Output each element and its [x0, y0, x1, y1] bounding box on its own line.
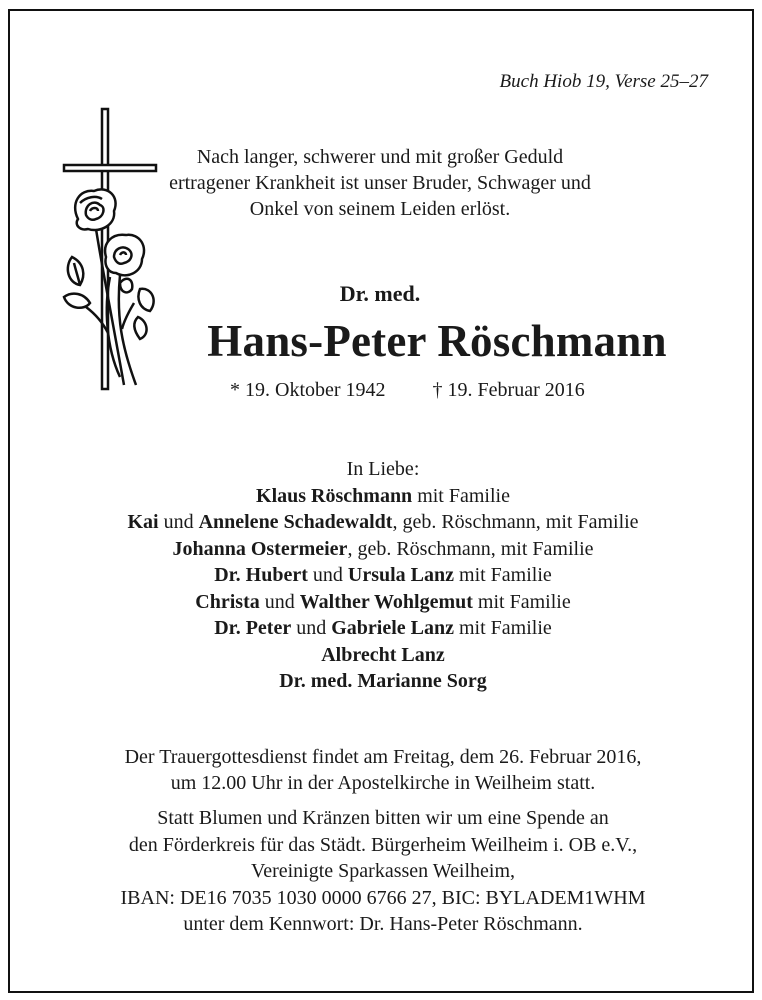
intro-text: [160, 144, 600, 222]
family-member-text: und: [158, 511, 199, 533]
family-member-text: , geb. Röschmann, mit Familie: [392, 511, 639, 533]
family-member-text: mit Familie: [472, 590, 571, 613]
donation-line: Statt Blumen und Kränzen bitten wir um eine Spende an: [157, 807, 609, 829]
family-member-name: Walther Wohlgemut: [299, 590, 473, 613]
family-member-text: mit Familie: [453, 617, 552, 639]
family-member-name: Dr. Peter: [214, 617, 292, 639]
family-member-text: und: [291, 617, 332, 639]
bank-details: IBAN: DE16 7035 1030 0000 6766 27, BIC: BYLADEM1WHM: [120, 886, 646, 909]
service-line: um 12.00 Uhr in der Apostelkirche in Weilheim statt.: [170, 772, 596, 794]
family-member-name: Dr. Hubert: [214, 564, 308, 586]
service-info: [10, 744, 756, 796]
intro-line: Nach langer, schwerer und mit großer Geduld: [196, 146, 564, 168]
family-member-line: [10, 589, 756, 616]
deceased-name: Hans-Peter Röschmann: [207, 316, 667, 366]
family-member-name: Dr. med. Marianne Sorg: [279, 670, 487, 692]
family-member-line: [10, 483, 756, 510]
family-member-text: , geb. Röschmann, mit Familie: [347, 537, 594, 560]
donation-info: [10, 805, 756, 938]
family-member-name: Klaus Röschmann: [256, 484, 413, 507]
family-member-line: [10, 509, 756, 536]
obituary-notice: [8, 9, 754, 993]
donation-line: Vereinigte Sparkassen Weilheim,: [250, 860, 516, 882]
family-member-text: mit Familie: [454, 564, 552, 586]
family-member-line: [10, 668, 756, 695]
family-member-line: [10, 562, 756, 589]
family-member-name: Johanna Ostermeier: [172, 537, 348, 560]
intro-line: Onkel von seinem Leiden erlöst.: [249, 198, 511, 220]
death-date: † 19. Februar 2016: [432, 379, 585, 401]
family-member-text: und: [307, 564, 348, 586]
family-member-text: mit Familie: [412, 484, 510, 507]
intro-line: ertragener Krankheit ist unser Bruder, Schwager und: [169, 172, 591, 194]
family-member-name: Albrecht Lanz: [321, 643, 445, 666]
donation-line: den Förderkreis für das Städt. Bürgerheim Weilheim i. OB e.V.,: [128, 833, 638, 856]
family-heading: In Liebe:: [346, 458, 420, 480]
donation-line: unter dem Kennwort: Dr. Hans-Peter Röschmann.: [183, 913, 583, 935]
family-member-name: Ursula Lanz: [347, 564, 455, 586]
bible-verse: Buch Hiob 19, Verse 25–27: [499, 71, 708, 92]
family-member-name: Kai: [127, 511, 159, 533]
life-dates: [230, 379, 585, 402]
family-list: [10, 456, 756, 695]
family-member-line: [10, 536, 756, 563]
family-member-name: Gabriele Lanz: [331, 617, 454, 639]
deceased-title: Dr. med.: [339, 281, 421, 306]
family-member-name: Annelene Schadewaldt: [198, 511, 393, 533]
service-line: Der Trauergottesdienst findet am Freitag, dem 26. Februar 2016,: [124, 746, 642, 768]
family-member-line: [10, 642, 756, 669]
family-member-line: [10, 615, 756, 642]
family-member-name: Christa: [195, 590, 260, 613]
cross-with-roses-icon: [50, 107, 170, 407]
birth-date: * 19. Oktober 1942: [230, 379, 386, 401]
family-member-text: und: [259, 590, 300, 613]
